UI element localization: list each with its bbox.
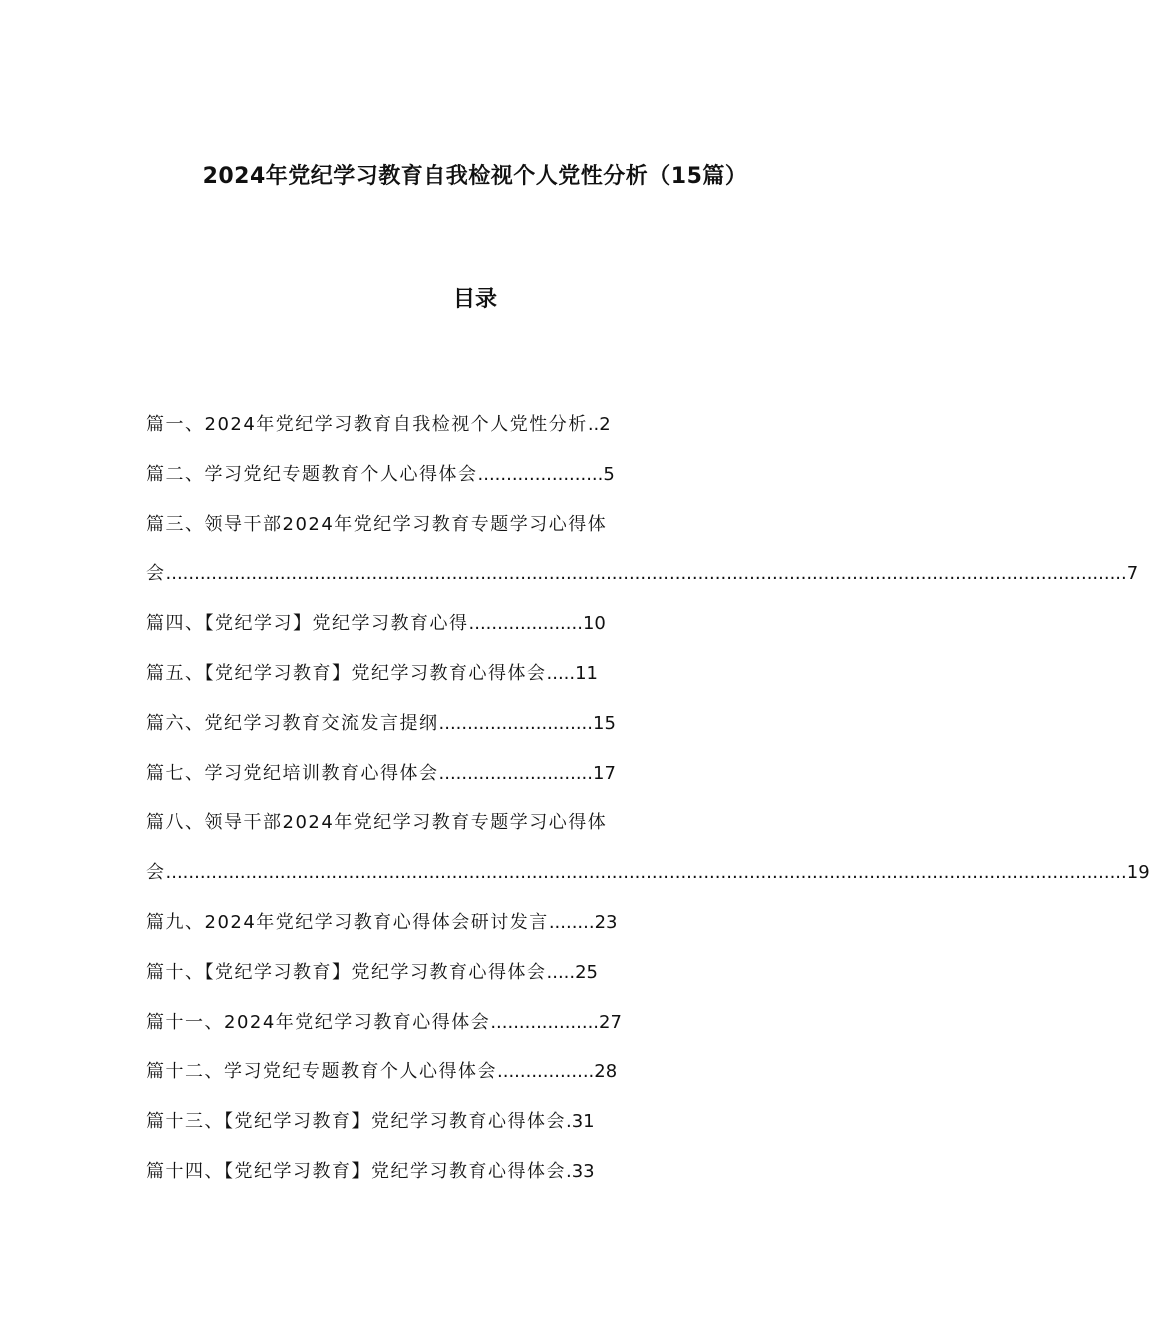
toc-entry-text: 篇十四、【党纪学习教育】党纪学习教育心得体会 <box>146 1160 566 1182</box>
toc-leader: ........................... <box>438 762 593 784</box>
toc-page-number: 5 <box>603 463 615 485</box>
toc-leader: ........................... <box>438 712 593 734</box>
toc-entry-12[interactable] <box>146 1047 726 1097</box>
toc-entry-text: 篇三、领导干部2024年党纪学习教育专题学习心得体 <box>146 513 608 535</box>
toc-entry-text: 篇十三、【党纪学习教育】党纪学习教育心得体会 <box>146 1111 566 1133</box>
toc-entry-11[interactable] <box>146 998 726 1048</box>
toc-entry-text: 篇十一、2024年党纪学习教育心得体会 <box>146 1011 491 1033</box>
toc-entry-13[interactable] <box>146 1097 726 1147</box>
toc-page-number: 27 <box>599 1011 622 1033</box>
toc-entry-9[interactable] <box>146 898 726 948</box>
document-title: 2024年党纪学习教育自我检视个人党性分析（15篇） <box>202 164 748 189</box>
toc-leader: ........................................................................................................................................................................ <box>165 862 1127 884</box>
toc-entry-text: 篇八、领导干部2024年党纪学习教育专题学习心得体 <box>146 812 608 834</box>
toc-page-number: 11 <box>575 662 599 684</box>
toc-leader: ................... <box>490 1011 600 1033</box>
toc-entry-text: 篇七、学习党纪培训教育心得体会 <box>146 762 439 784</box>
toc-entry-3[interactable] <box>146 500 1139 600</box>
toc-entry-2[interactable] <box>146 450 726 500</box>
toc-entry-text: 篇四、【党纪学习】党纪学习教育心得 <box>146 613 469 635</box>
toc-page-number: 28 <box>594 1061 618 1083</box>
toc-entry-text: 篇六、党纪学习教育交流发言提纲 <box>146 712 439 734</box>
toc-entry-text: 篇一、2024年党纪学习教育自我检视个人党性分析 <box>146 414 588 435</box>
toc-page-number: 10 <box>582 613 606 635</box>
toc-page-number: 17 <box>593 762 616 784</box>
toc-entry-continuation: 会 <box>146 862 166 884</box>
toc-page-number: 19 <box>1126 862 1150 884</box>
toc-leader: ........ <box>548 911 595 933</box>
toc-entry-text: 篇十、【党纪学习教育】党纪学习教育心得体会 <box>146 961 547 983</box>
toc-leader: ................. <box>497 1061 595 1083</box>
toc-entry-continuation: 会 <box>146 563 166 585</box>
toc-leader: ........................................................................................................................................................................ <box>165 563 1127 585</box>
toc-page-number: 7 <box>1126 563 1139 585</box>
toc-entry-continuation-line <box>146 848 1150 898</box>
toc-leader: ..... <box>546 961 576 983</box>
toc-leader: . <box>566 1111 572 1133</box>
toc-entry-6[interactable] <box>146 699 726 749</box>
toc-entry-14[interactable] <box>146 1147 726 1197</box>
toc-entry-continuation-line <box>146 549 1139 599</box>
toc-leader: ...................... <box>477 463 604 485</box>
toc-entry-4[interactable] <box>146 599 726 649</box>
toc-entry-text: 篇二、学习党纪专题教育个人心得体会 <box>146 463 478 485</box>
toc-leader: .. <box>587 414 600 435</box>
toc-entry-text: 篇十二、学习党纪专题教育个人心得体会 <box>146 1061 497 1083</box>
toc-page-number: 31 <box>571 1111 595 1133</box>
table-of-contents <box>146 400 1150 1197</box>
toc-page-number: 25 <box>575 961 599 983</box>
toc-entry-10[interactable] <box>146 948 726 998</box>
toc-leader: . <box>566 1160 572 1182</box>
toc-entry-1[interactable] <box>146 400 726 450</box>
toc-entry-8[interactable] <box>146 798 1150 898</box>
toc-heading: 目录 <box>452 287 497 312</box>
toc-entry-text: 篇五、【党纪学习教育】党纪学习教育心得体会 <box>146 662 547 684</box>
toc-page-number: 33 <box>571 1160 595 1182</box>
toc-leader: ..... <box>546 662 576 684</box>
toc-entry-5[interactable] <box>146 649 726 699</box>
toc-entry-7[interactable] <box>146 749 726 799</box>
toc-entry-text: 篇九、2024年党纪学习教育心得体会研讨发言 <box>146 911 549 933</box>
toc-leader: .................... <box>468 613 583 635</box>
toc-page-number: 2 <box>599 414 611 435</box>
toc-page-number: 23 <box>594 911 618 933</box>
toc-page-number: 15 <box>593 712 616 734</box>
